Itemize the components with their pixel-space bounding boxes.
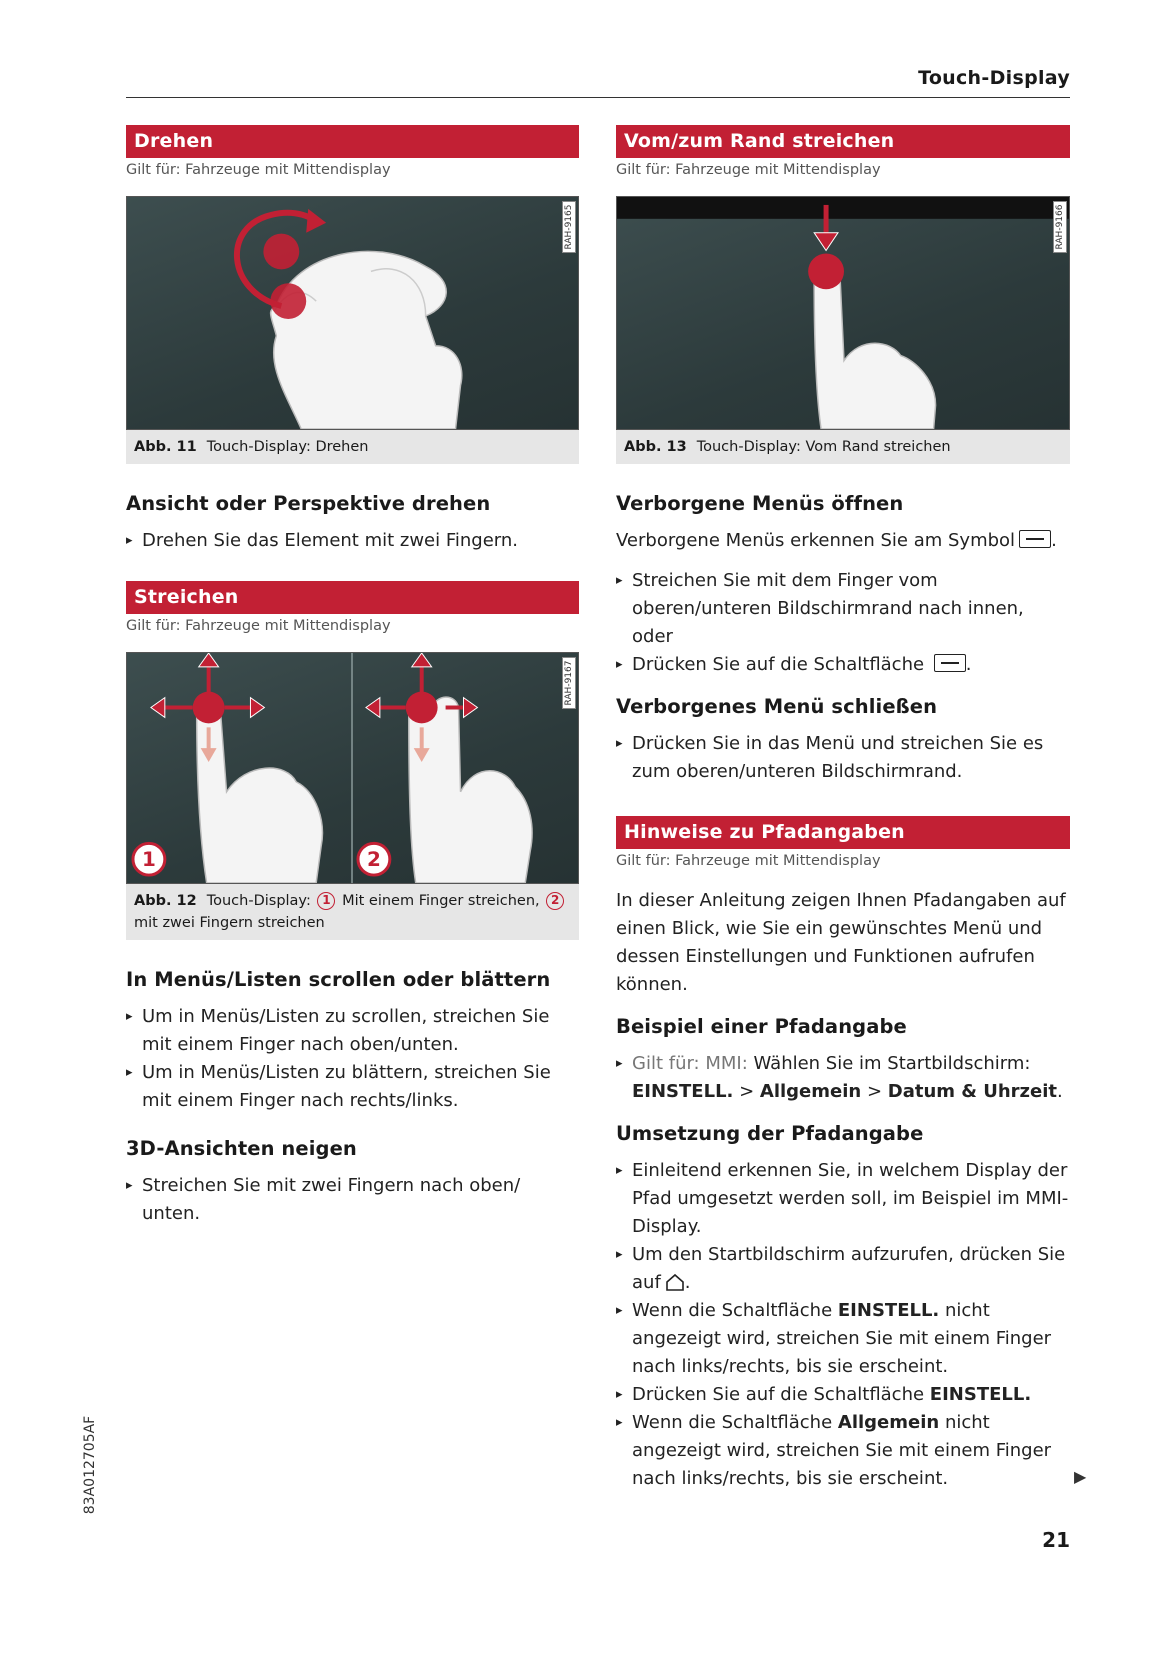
step-item: [616, 1409, 1070, 1493]
figure-code: RAH-9167: [564, 660, 574, 706]
step-text: Drücken Sie auf die Schaltfläche: [632, 1384, 925, 1405]
running-head: [126, 62, 1070, 98]
figure-code-box: [562, 657, 576, 709]
steps-drehen: [126, 527, 579, 555]
step-item: ▸ Um in Menüs/Listen zu scrollen, streichen Sie mit einem Finger nach oben/unten.: [126, 1003, 579, 1059]
steps-schliessen: [616, 730, 1070, 786]
figure-12: [126, 652, 579, 940]
document-code-text: 83A012705AF: [82, 1415, 98, 1515]
step-item: [616, 1050, 1070, 1106]
step-item: ▸ Drücken Sie in das Menü und streichen Sie es zum oberen/unteren Bildschirmrand.: [616, 730, 1070, 786]
figure-caption-part-1: Mit einem Finger streichen,: [342, 893, 540, 909]
rotate-gesture-illustration: [127, 197, 578, 429]
subheading-scrollen: In Menüs/Listen scrollen oder blättern: [126, 968, 551, 991]
path-separator: >: [733, 1081, 760, 1102]
figure-12-caption: [126, 884, 579, 940]
section-heading-rand: Vom/zum Rand streichen: [616, 125, 1070, 158]
step-item: ▸ Drehen Sie das Element mit zwei Fingern.: [126, 527, 579, 555]
figure-code: RAH-9165: [564, 204, 574, 250]
running-head-title: Touch-Display: [918, 67, 1070, 89]
step-item: [616, 1381, 1070, 1409]
figure-11: [126, 196, 579, 464]
figure-13: [616, 196, 1070, 464]
example-text: Wählen Sie im Startbildschirm:: [753, 1053, 1031, 1074]
left-column: [126, 125, 579, 1228]
figure-code-box: [1053, 201, 1067, 253]
subheading-3d-neigen: 3D-Ansichten neigen: [126, 1137, 357, 1160]
applies-note: Gilt für: Fahrzeuge mit Mittendisplay: [616, 853, 881, 869]
menu-symbol-icon: [934, 654, 966, 672]
swipe-gesture-illustration: [127, 653, 578, 883]
path-segment: Allgemein: [759, 1081, 862, 1102]
figure-code-box: [562, 201, 576, 253]
svg-text:2: 2: [366, 848, 381, 872]
callout-number-2: 2: [546, 892, 564, 910]
home-icon: [665, 1273, 685, 1291]
figure-code: RAH-9166: [1055, 204, 1065, 250]
subheading-menue-schliessen: Verborgenes Menü schließen: [616, 695, 938, 718]
figure-caption-part-2: mit zwei Fingern streichen: [134, 915, 325, 931]
svg-text:1: 1: [141, 848, 156, 872]
figure-label: Abb. 12: [134, 893, 197, 909]
menu-symbol-icon: [1019, 530, 1051, 548]
next-page-arrow-icon: ▶: [1074, 1467, 1087, 1486]
step-item: ▸ Einleitend erkennen Sie, in welchem Display der Pfad umgesetzt werden soll, im Beispiel im MMI-Display.: [616, 1157, 1070, 1241]
steps-umsetzung: [616, 1157, 1070, 1493]
page-number: 21: [1042, 1528, 1070, 1552]
figure-caption-text: Touch-Display: Drehen: [206, 439, 369, 455]
callout-number-1: 1: [317, 892, 335, 910]
figure-label: Abb. 13: [624, 439, 687, 455]
step-item: [616, 1241, 1070, 1297]
subheading-perspektive: Ansicht oder Perspektive drehen: [126, 492, 491, 515]
steps-scrollen: [126, 1003, 579, 1115]
edge-swipe-illustration: [617, 197, 1069, 429]
step-text: Wenn die Schaltfläche: [632, 1412, 833, 1433]
step-end: .: [684, 1272, 691, 1293]
step-text: nicht angezeigt wird, streichen Sie mit einem Finger nach links/rechts, bis sie erscheint.: [632, 1412, 1052, 1489]
section-heading-pfad: Hinweise zu Pfadangaben: [616, 816, 1070, 849]
paragraph-pfad-intro: In dieser Anleitung zeigen Ihnen Pfadangaben auf einen Blick, wie Sie ein gewünschtes Menü und dessen Einstellungen und Funktionen aufrufen können.: [616, 890, 1066, 995]
steps-neigen: [126, 1172, 579, 1228]
subheading-beispiel: Beispiel einer Pfadangabe: [616, 1015, 907, 1038]
section-heading-streichen: Streichen: [126, 581, 579, 614]
step-text: Wenn die Schaltfläche: [632, 1300, 833, 1321]
button-name: EINSTELL.: [929, 1384, 1032, 1405]
figure-caption-text: Touch-Display: Vom Rand streichen: [696, 439, 951, 455]
right-column: [616, 125, 1070, 1493]
example-end: .: [1057, 1081, 1063, 1102]
step-text: Drücken Sie auf die Schaltfläche: [632, 654, 925, 675]
step-item: ▸ Streichen Sie mit zwei Fingern nach oben/ unten.: [126, 1172, 579, 1228]
step-item: [616, 651, 1070, 679]
figure-11-image: [126, 196, 579, 430]
figure-12-image: [126, 652, 579, 884]
figure-label: Abb. 11: [134, 439, 197, 455]
step-item: ▸ Um in Menüs/Listen zu blättern, streichen Sie mit einem Finger nach rechts/links.: [126, 1059, 579, 1115]
step-text: nicht angezeigt wird, streichen Sie mit einem Finger nach links/rechts, bis sie erscheint.: [632, 1300, 1052, 1377]
applies-note: Gilt für: Fahrzeuge mit Mittendisplay: [126, 618, 391, 634]
button-name: Allgemein: [837, 1412, 940, 1433]
figure-13-image: [616, 196, 1070, 430]
figure-caption-prefix: Touch-Display:: [206, 893, 311, 909]
document-code: [80, 1410, 100, 1520]
steps-beispiel: [616, 1050, 1070, 1106]
applies-note: Gilt für: Fahrzeuge mit Mittendisplay: [126, 162, 391, 178]
section-heading-drehen: Drehen: [126, 125, 579, 158]
intro-text: Verborgene Menüs erkennen Sie am Symbol: [616, 530, 1016, 551]
example-prefix: Gilt für: MMI:: [632, 1053, 748, 1074]
step-end: .: [965, 654, 972, 675]
path-segment: Datum & Uhrzeit: [887, 1081, 1058, 1102]
path-segment: EINSTELL.: [632, 1081, 734, 1102]
applies-note: Gilt für: Fahrzeuge mit Mittendisplay: [616, 162, 881, 178]
figure-13-caption: [616, 430, 1070, 464]
intro-end: .: [1051, 530, 1057, 551]
step-item: ▸ Streichen Sie mit dem Finger vom oberen/unteren Bildschirmrand nach innen, oder: [616, 567, 1070, 651]
subheading-menues-oeffnen: Verborgene Menüs öffnen: [616, 492, 904, 515]
figure-11-caption: [126, 430, 579, 464]
step-item: [616, 1297, 1070, 1381]
step-text: Um den Startbildschirm aufzurufen, drücken Sie auf: [632, 1244, 1066, 1293]
button-name: EINSTELL.: [837, 1300, 940, 1321]
steps-oeffnen: [616, 567, 1070, 679]
subheading-umsetzung: Umsetzung der Pfadangabe: [616, 1122, 924, 1145]
path-separator: >: [861, 1081, 888, 1102]
paragraph-intro: [616, 527, 1070, 555]
